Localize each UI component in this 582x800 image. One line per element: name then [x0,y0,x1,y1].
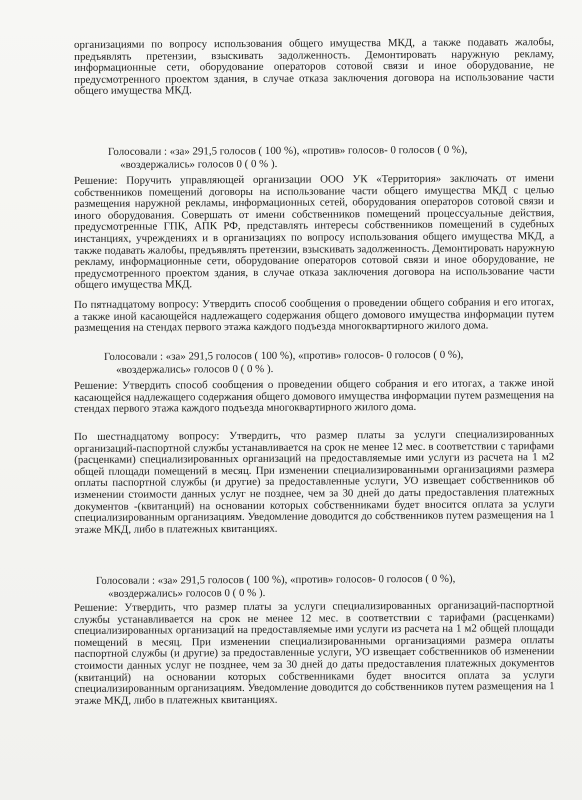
decision-14: Решение: Поручить управляющей организации ООО УК «Территория» заключать от имени собственников помещений договоры на использование части общего имущества МКД с целью размещения наружной рекламы, информационных сетей, оборудования операторов сотовой связи и иного оборудования. Совершать от имени собственников помещений процессуальные действия, предусмотренные ГПК, АПК РФ, представлять интересы собственников помещений в судебных инстанциях, учреждениях и в организациях по вопросу использования общего имущества МКД, а также подавать жалобы, предъявлять претензии, взыскивать задолженность. Демонтировать наружную рекламу, информационные сети, оборудование операторов сотовой связи и иное оборудование, не предусмотренного проектом здания, в случае отказа заключения договора на использование части общего имущества МКД. [73,172,555,292]
vote-line: Голосовали : «за» 291,5 голосов ( 100 %), «против» голосов- 0 голосов ( 0 %), [108,143,468,158]
vote-line: «воздержались» голосов 0 ( 0 % ). [120,157,278,171]
vote-line: Голосовали : «за» 291,5 голосов ( 100 %), «против» голосов- 0 голосов ( 0 %), [96,572,456,587]
decision-15: Решение: Утвердить способ сообщения о проведении общего собрания и его итогах, а также иной касающейся надлежащего содержания общего домового имущества информации путем размещения на стендах первого этажа каждого подъезда многоквартирного жилого дома. [73,377,555,416]
question-15: По пятнадцатому вопросу: Утвердить способ сообщения о проведении общего собрания и его итогах, а также иной касающейся надлежащего содержания общего домового имущества информации путем размещения на стендах первого этажа каждого подъезда многоквартирного жилого дома. [73,296,555,335]
vote-result-14 [108,144,467,172]
vote-result-15 [104,349,463,377]
vote-line: Голосовали : «за» 291,5 голосов ( 100 %), «против» голосов- 0 голосов ( 0 %), [104,348,464,363]
decision-16: Решение: Утвердить, что размер платы за услуги специализированных организаций-паспортной службы устанавливается на срок не менее 12 мес. в соответствии с тарифами (расценками) специализированных организаций на предоставляемые ими услуги из расчета на 1 м2 общей площади помещений в месяц. При изменении специализированными организациями размера оплаты паспортной службы (и другие) за предоставленные услуги, УО извещает собственников об изменении стоимости данных услуг не позднее, чем за 30 дней до даты предоставления платежных документов (квитанций) на основании которых собственниками будет вносится оплата за услуги специализированным организациям. Уведомление доводится до собственников путем размещения на 1 этаже МКД, либо в платежных квитанциях. [73,599,555,707]
vote-result-16 [96,573,455,601]
question-16: По шестнадцатому вопросу: Утвердить, что размер платы за услуги специализированных организаций-паспортной службы устанавливается на срок не менее 12 мес. в соответствии с тарифами (расценками) специализированных организаций на предоставляемые ими услуги из расчета на 1 м2 общей площади помещений в месяц. При изменении специализированными организациями размера оплаты паспортной службы (и другие) за предоставленные услуги, УО извещает собственников об изменении стоимости данных услуг не позднее, чем за 30 дней до даты предоставления платежных документов -(квитанций) на основании которых собственниками будет вносится оплата за услуги специализированным организациям. Уведомление доводится до собственников путем размещения на 1 этаже МКД, либо в платежных квитанциях. [73,428,555,536]
vote-line: «воздержались» голосов 0 ( 0 % ). [116,362,274,376]
vote-line: «воздержались» голосов 0 ( 0 % ). [108,586,266,600]
paragraph-continuation: организациями по вопросу использования общего имущества МКД, а также подавать жалобы, предъявлять претензии, взыскивать задолженность. Демонтировать наружную рекламу, информационные сети, оборудование операторов сотовой связи и иное оборудование, не предусмотренного проектом здания, в случае отказа заключения договора на использование части общего имущества МКД. [73,36,555,98]
